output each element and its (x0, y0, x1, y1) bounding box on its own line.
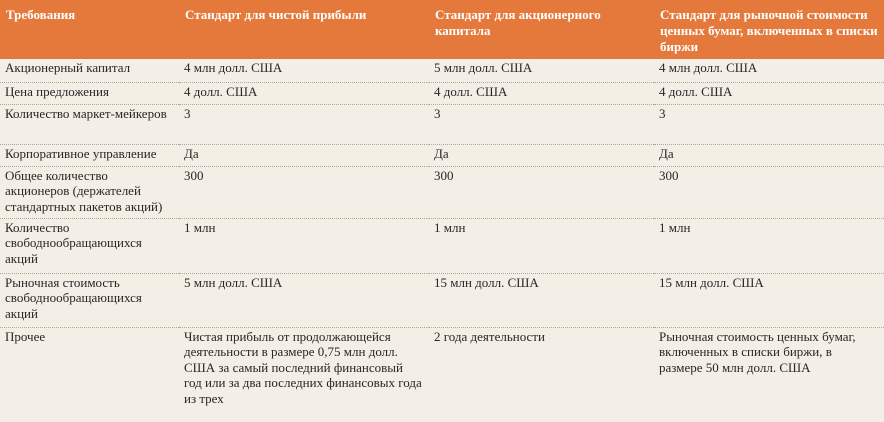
table-cell: Да (654, 144, 884, 166)
table-cell: 3 (429, 104, 654, 144)
row-label: Количество маркет-мейкеров (0, 104, 179, 144)
table-cell: 4 долл. США (179, 82, 429, 104)
table-cell: Чистая прибыль от продолжающейся деятельности в размере 0,75 млн долл. США за самый последний финансовый год или за два последних финансовых года из трех (179, 327, 429, 412)
row-label: Акционерный капитал (0, 59, 179, 82)
table-row (0, 327, 884, 412)
table-cell: 5 млн долл. США (429, 59, 654, 82)
row-label: Рыночная стоимость свободнообращающихся акций (0, 273, 179, 327)
header-market-value-standard: Стандарт для рыночной стоимости ценных бумаг, включенных в списки биржи (654, 0, 884, 59)
table-cell: 4 долл. США (429, 82, 654, 104)
table-cell: 1 млн (654, 218, 884, 273)
table-cell: 300 (429, 166, 654, 218)
table-cell: Да (179, 144, 429, 166)
table-cell: 300 (179, 166, 429, 218)
row-label: Общее количество акционеров (держателей стандартных пакетов акций) (0, 166, 179, 218)
row-label: Прочее (0, 327, 179, 412)
table-cell: 15 млн долл. США (654, 273, 884, 327)
table-cell: 4 млн долл. США (179, 59, 429, 82)
table-body (0, 59, 884, 412)
table-cell: 5 млн долл. США (179, 273, 429, 327)
table-row (0, 166, 884, 218)
table-cell: 15 млн долл. США (429, 273, 654, 327)
table-row (0, 104, 884, 144)
table-cell: Рыночная стоимость ценных бумаг, включенных в списки биржи, в размере 50 млн долл. США (654, 327, 884, 412)
table-row (0, 218, 884, 273)
table-cell: 4 долл. США (654, 82, 884, 104)
table-row (0, 273, 884, 327)
header-net-income-standard: Стандарт для чистой прибыли (179, 0, 429, 59)
table-row (0, 82, 884, 104)
table-cell: 300 (654, 166, 884, 218)
header-requirements: Требования (0, 0, 179, 59)
table-cell: 1 млн (429, 218, 654, 273)
table-cell: Да (429, 144, 654, 166)
table-cell: 3 (179, 104, 429, 144)
table-cell: 3 (654, 104, 884, 144)
table-header (0, 0, 884, 59)
table-row (0, 59, 884, 82)
row-label: Цена предложения (0, 82, 179, 104)
table-row (0, 144, 884, 166)
table-cell: 4 млн долл. США (654, 59, 884, 82)
row-label: Корпоративное управление (0, 144, 179, 166)
table-cell: 1 млн (179, 218, 429, 273)
header-equity-standard: Стандарт для акционерного капитала (429, 0, 654, 59)
table-cell: 2 года деятельности (429, 327, 654, 412)
row-label: Количество свободнообращающихся акций (0, 218, 179, 273)
header-row (0, 0, 884, 59)
